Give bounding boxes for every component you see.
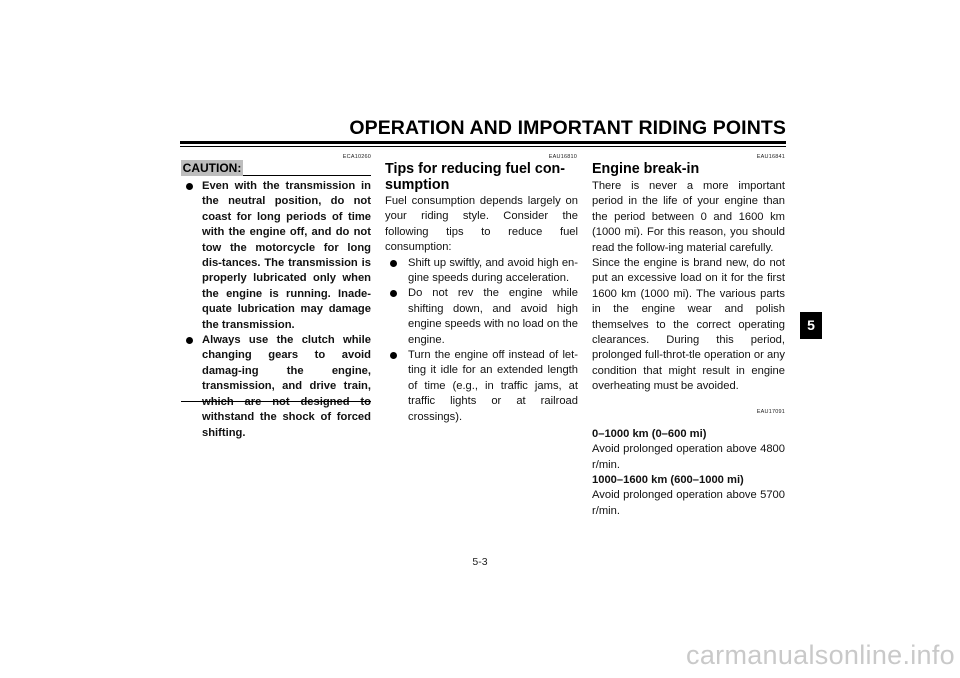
breakin-range-2-title: 1000–1600 km (600–1000 mi) (592, 473, 744, 486)
chapter-tab: 5 (800, 312, 822, 339)
caution-item (186, 179, 371, 333)
breakin-range-1-title: 0–1000 km (0–600 mi) (592, 427, 707, 440)
fuel-tip (385, 348, 578, 425)
fuel-section (385, 159, 578, 425)
bullet-icon (390, 352, 397, 359)
caution-top-rule (243, 175, 371, 176)
fuel-tip (385, 286, 578, 348)
bullet-icon (390, 260, 397, 267)
bullet-icon (186, 337, 193, 344)
caution-item (186, 333, 371, 441)
breakin-range-2-text: Avoid prolonged operation above 5700 r/min. (592, 489, 785, 517)
breakin-subsection-code: EAU17091 (756, 408, 785, 415)
watermark: carmanualsonline.info (686, 640, 955, 670)
caution-item-text: Always use the clutch while changing gears to avoid damag-ing the engine, transmission, and drive train, withstand the shock of forced shifting. (202, 334, 371, 439)
breakin-section (592, 159, 785, 519)
breakin-section-code: EAU16841 (756, 154, 785, 160)
caution-bottom-rule (181, 401, 371, 402)
page-number: 5-3 (472, 556, 488, 568)
bullet-icon (390, 290, 397, 297)
breakin-paragraph-2: Since the engine is brand new, do not put an excessive load on it for the first 1600 km (1000 mi). The various parts in the engine wear and polish themselves to the correct operating clearances. During this period, prolonged full-throt-tle operation or any condition that might result in engine overheating must be avoided. (592, 257, 785, 393)
breakin-paragraph-1: There is never a more important period in the life of your engine than the period between 0 and 1600 km (1000 mi). For this reason, you should read the follow-ing material carefully. (592, 180, 785, 254)
caution-label: CAUTION: (182, 161, 242, 175)
breakin-range-1-text: Avoid prolonged operation above 4800 r/min. (592, 443, 785, 471)
fuel-intro: Fuel consumption depends largely on your riding style. Consider the following tips to reduce fuel consumption: (385, 195, 578, 254)
header-rule-thin (180, 146, 786, 147)
page-header-title: OPERATION AND IMPORTANT RIDING POINTS (349, 117, 786, 139)
fuel-tip-text: Do not rev the engine while shifting down, and avoid high engine speeds with no load on the engine. (408, 287, 578, 346)
fuel-tip-text: Shift up swiftly, and avoid high en-gine speeds during acceleration. (408, 256, 578, 285)
breakin-heading: Engine break-in (592, 161, 700, 177)
header-rule (180, 141, 786, 144)
fuel-tip (385, 256, 578, 287)
bullet-icon (186, 183, 193, 190)
caution-code: ECA10260 (342, 154, 371, 160)
fuel-tips-list (385, 256, 578, 425)
fuel-tip-text: Turn the engine off instead of let-ting it idle for an extended length of time (e.g., in traffic jams, at traffic lights or at railroad crossings). (408, 349, 578, 423)
caution-item-text: Even with the transmission in the neutral position, do not coast for long periods of time with the engine off, and do not tow the motorcycle for long dis-tances. The transmission is properly lubricated only when the engine is running. Inade-quate lubrication may damage the transmission. (202, 180, 371, 331)
fuel-heading: Tips for reducing fuel con-sumption (385, 161, 566, 193)
fuel-section-code: EAU16810 (548, 154, 577, 160)
